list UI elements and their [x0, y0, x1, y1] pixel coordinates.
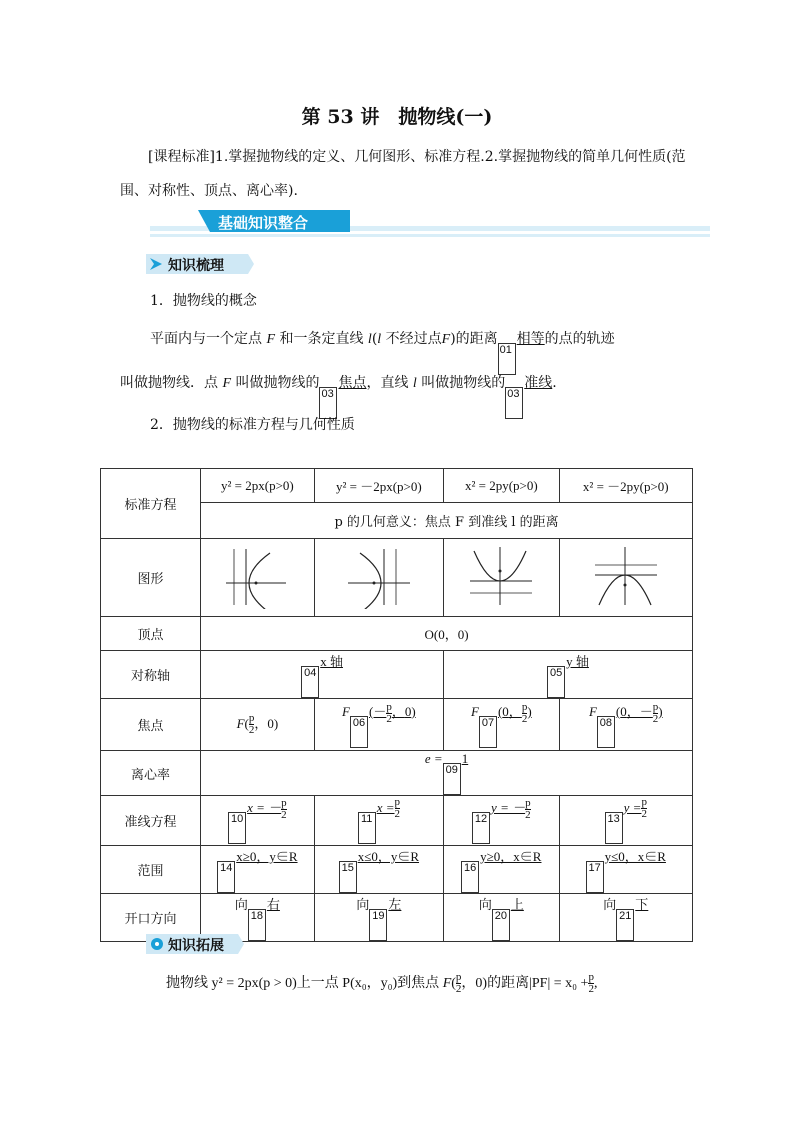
range-cell: 15x≤0，y∈R: [314, 846, 443, 894]
sub-banner-extension: [146, 933, 246, 955]
vertex-cell: O(0，0): [201, 617, 693, 651]
range-cell: 14x≥0，y∈R: [201, 846, 315, 894]
properties-table: [100, 468, 693, 942]
directrix-cell: 11x = $\frac{p}{2}$: [314, 796, 443, 846]
opening-cell: 向21下: [559, 894, 692, 942]
answer-number: 03: [505, 387, 523, 419]
parabola-up-graph: [466, 543, 536, 609]
opening-cell: 向19左: [314, 894, 443, 942]
graph-cell: [444, 539, 560, 617]
section-banner-label: 基础知识整合: [218, 214, 309, 232]
item1-line2: 叫做抛物线．点 F 叫做抛物线的03焦点，直线 l 叫做抛物线的03准线.: [120, 372, 557, 419]
course-standard: [课程标准]1.掌握抛物线的定义、几何图形、标准方程.2.掌握抛物线的简单几何性质(范围、对称性、顶点、离心率).: [120, 149, 686, 199]
equation-cell: y² = －2px(p>0): [314, 469, 443, 503]
equation-cell: y² = 2px(p>0): [201, 469, 315, 503]
focus-cell: F07(0， $\frac{p}{2}$ ): [444, 699, 560, 751]
item2-heading: 2．抛物线的标准方程与几何性质: [150, 417, 355, 433]
directrix-cell: 13y = $\frac{p}{2}$: [559, 796, 692, 846]
directrix-cell: 12y = － $\frac{p}{2}$: [444, 796, 560, 846]
parabola-right-graph: [222, 543, 292, 609]
row-label: 范围: [101, 846, 201, 894]
extension-text: 抛物线 y² = 2px(p > 0)上一点 P(x₀，y₀)到焦点 F( $\frac{p}{2}$ ，0)的距离|PF| = x₀ + $\frac{p}{2}$ ,: [166, 971, 598, 996]
answer-text: 相等: [516, 331, 545, 347]
range-cell: 17y≤0，x∈R: [559, 846, 692, 894]
row-label: 图形: [101, 539, 201, 617]
item1-heading: 1．抛物线的概念: [150, 293, 257, 309]
row-label: 开口方向: [101, 894, 201, 942]
answer-text: 准线: [524, 375, 553, 391]
parabola-left-graph: [344, 543, 414, 609]
axis-cell: 04x 轴: [201, 651, 444, 699]
graph-cell: [559, 539, 692, 617]
graph-cell: [201, 539, 315, 617]
row-label: 离心率: [101, 751, 201, 796]
p-meaning-cell: p 的几何意义：焦点 F 到准线 l 的距离: [201, 503, 693, 539]
opening-cell: 向18右: [201, 894, 315, 942]
graph-cell: [314, 539, 443, 617]
answer-text: 焦点: [338, 375, 367, 391]
focus-cell: F( $\frac{p}{2}$ ，0): [201, 699, 315, 751]
row-label: 标准方程: [101, 469, 201, 539]
row-label: 准线方程: [101, 796, 201, 846]
opening-cell: 向20上: [444, 894, 560, 942]
answer-number: 03: [319, 387, 337, 419]
directrix-cell: 10x = － $\frac{p}{2}$: [201, 796, 315, 846]
eccentricity-cell: e =091: [201, 751, 693, 796]
row-label: 焦点: [101, 699, 201, 751]
sub-banner-label: 知识梳理: [168, 258, 224, 274]
item1-line1: 平面内与一个定点 F 和一条定直线 l(l 不经过点F)的距离01相等的点的轨迹: [150, 328, 615, 375]
focus-cell: F08(0，－ $\frac{p}{2}$ ): [559, 699, 692, 751]
equation-cell: x² = －2py(p>0): [559, 469, 692, 503]
section-banner: [150, 208, 710, 244]
equation-cell: x² = 2py(p>0): [444, 469, 560, 503]
row-label: 对称轴: [101, 651, 201, 699]
range-cell: 16y≥0，x∈R: [444, 846, 560, 894]
axis-cell: 05y 轴: [444, 651, 693, 699]
focus-cell: F06(－ $\frac{p}{2}$ ，0): [314, 699, 443, 751]
parabola-down-graph: [591, 543, 661, 609]
answer-number: 01: [498, 343, 516, 375]
sub-banner-knowledge: [146, 252, 256, 276]
page-title: 第 53 讲 抛物线(一): [301, 106, 493, 128]
row-label: 顶点: [101, 617, 201, 651]
sub-banner-label: 知识拓展: [168, 938, 224, 954]
